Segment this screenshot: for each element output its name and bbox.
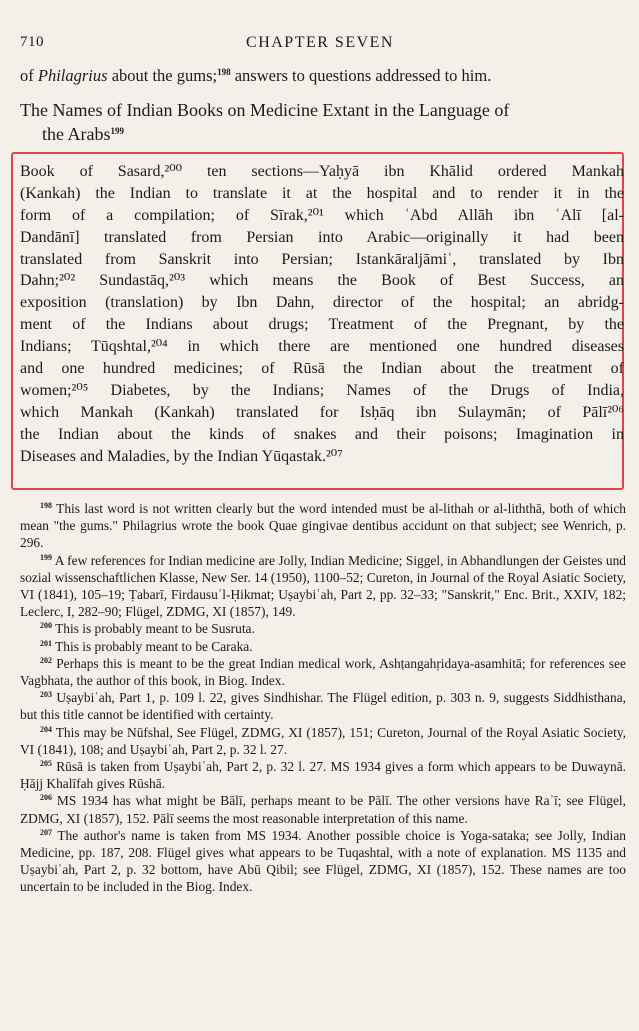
text-line: women;²⁰⁵ Diabetes, by the Indians; Names of the Drugs of India, (20, 381, 624, 399)
footnote-ref: 198 (217, 67, 231, 77)
page-header (20, 34, 620, 56)
text-line: exposition (translation) by Ibn Dahn, director of the hospital; an abridg- (20, 294, 624, 312)
footnote: $^{206}$ MS 1934 has what might be Bālī, perhaps meant to be Pālī. The other versions have Raʾī; see Flügel, ZDMG, XI (1857), 152. Pālī seems the most reasonable interpretation of this name. (20, 793, 626, 826)
footnote: $^{207}$ The author's name is taken from MS 1934. Another possible choice is Yoga-sataka; see Jolly, Indian Medicine, pp. 187, 208. Flügel gives what appears to be Tuqashtal, with a note of explanation. MS 1135 and Uṣaybiʿah, Part 2, p. 32 bottom, have Abū Qibil; see Flügel, ZDMG, XI (1857), 152. These names are too uncertain to be included in the Biog. Index. (20, 827, 626, 895)
text-line: ment of the Indians about drugs; Treatment of the Pregnant, by the (20, 316, 624, 334)
footnote: $^{202}$ Perhaps this is meant to be the great Indian medical work, Ashṭangahṛidaya-asamhitā; for references see Vagbhata, the author of this book, in Biog. Index. (20, 655, 626, 689)
footnote-ref: 199 (110, 126, 124, 136)
text-line: Diseases and Maladies, by the Indian Yūqastak.²⁰⁷ (20, 447, 343, 465)
italic-title: Philagrius (37, 66, 108, 85)
text-line: which Mankah (Kankah) translated for Isḥāq ibn Sulaymān; of Pālī²⁰⁶ (20, 403, 624, 421)
highlighted-paragraph (20, 161, 624, 467)
text-line: Indians; Tūqshtal,²⁰⁴ in which there are mentioned one hundred diseases (20, 338, 624, 356)
footnote: $^{203}$ Uṣaybiʿah, Part 1, p. 109 l. 22, gives Sindhishar. The Flügel edition, p. 303 n. 9, suggests Siddhisthana, but this title cannot be identified with certainty. (20, 690, 626, 723)
footnotes (20, 500, 626, 896)
footnote: $^{198}$ This last word is not written clearly but the word intended must be al-lithah or al-liththā, both of which mean "the gums." Philagrius wrote the book Quae gingivae dentibus accidunt on that subject; see Wenrich, p. 296. (20, 501, 626, 551)
page-number: 710 (20, 34, 44, 50)
text-line: and one hundred medicines; of Rūsā the Indian about the treatment of (20, 360, 624, 378)
continued-text: of Philagrius about the gums;$^{198}$ answers to questions addressed to him. (20, 66, 492, 85)
footnote: $^{200}$ This is probably meant to be Susruta. (40, 621, 255, 637)
footnote: $^{201}$ This is probably meant to be Caraka. (40, 638, 253, 654)
text-line: Dandānī] translated from Persian into Arabic—originally it had been (20, 228, 624, 246)
footnote: $^{204}$ This may be Nūfshal, See Flügel, ZDMG, XI (1857), 151; Cureton, Journal of the Royal Asiatic Society, VI (1841), 108; and Uṣaybiʿah, Part 2, p. 32 l. 27. (20, 724, 626, 757)
section-heading: The Names of Indian Books on Medicine Extant in the Language of the Arabs$^{199}$ (20, 100, 510, 144)
text-line: Dahn;²⁰² Sundastāq,²⁰³ which means the Book of Best Success, an (20, 272, 624, 290)
text-line: Book of Sasard,²⁰⁰ ten sections—Yaḥyā ibn Khālid ordered Mankah (20, 163, 624, 180)
text-line: (Kankah) the Indian to translate it at the hospital and to render it in the (20, 184, 624, 202)
text-line: the Indian about the kinds of snakes and their poisons; Imagination in (20, 425, 624, 443)
text-line: form of a compilation; of Sīrak,²⁰¹ which ʿAbd Allāh ibn ʿAlī [al- (20, 206, 624, 224)
footnote: $^{205}$ Rūsā is taken from Uṣaybiʿah, Part 2, p. 32 l. 27. MS 1934 gives a form which appears to be Duwaynā. Ḥājj Khalīfah gives Rūshā. (20, 759, 626, 792)
footnote: $^{199}$ A few references for Indian medicine are Jolly, Indian Medicine; Siggel, in Abhandlungen der Geistes und sozial wissenschaftlichen Klasse, New Ser. 14 (1950), 1100–52; Cureton, in Journal of the Royal Asiatic Society, VI (1841), 105–19; Ṭabarī, Firdausuʾl-Ḥikmat; Uṣaybiʿah, Part 2, pp. 32–33; "Sanskrit," Enc. Brit., XXIV, 182; Leclerc, I, 282–90; Flügel, ZDMG, XI (1857), 149. (20, 552, 626, 620)
running-title: CHAPTER SEVEN (246, 34, 394, 51)
text-line: translated from Sanskrit into Persian; Istankāraljāmiʿ, translated by Ibn (20, 250, 624, 268)
